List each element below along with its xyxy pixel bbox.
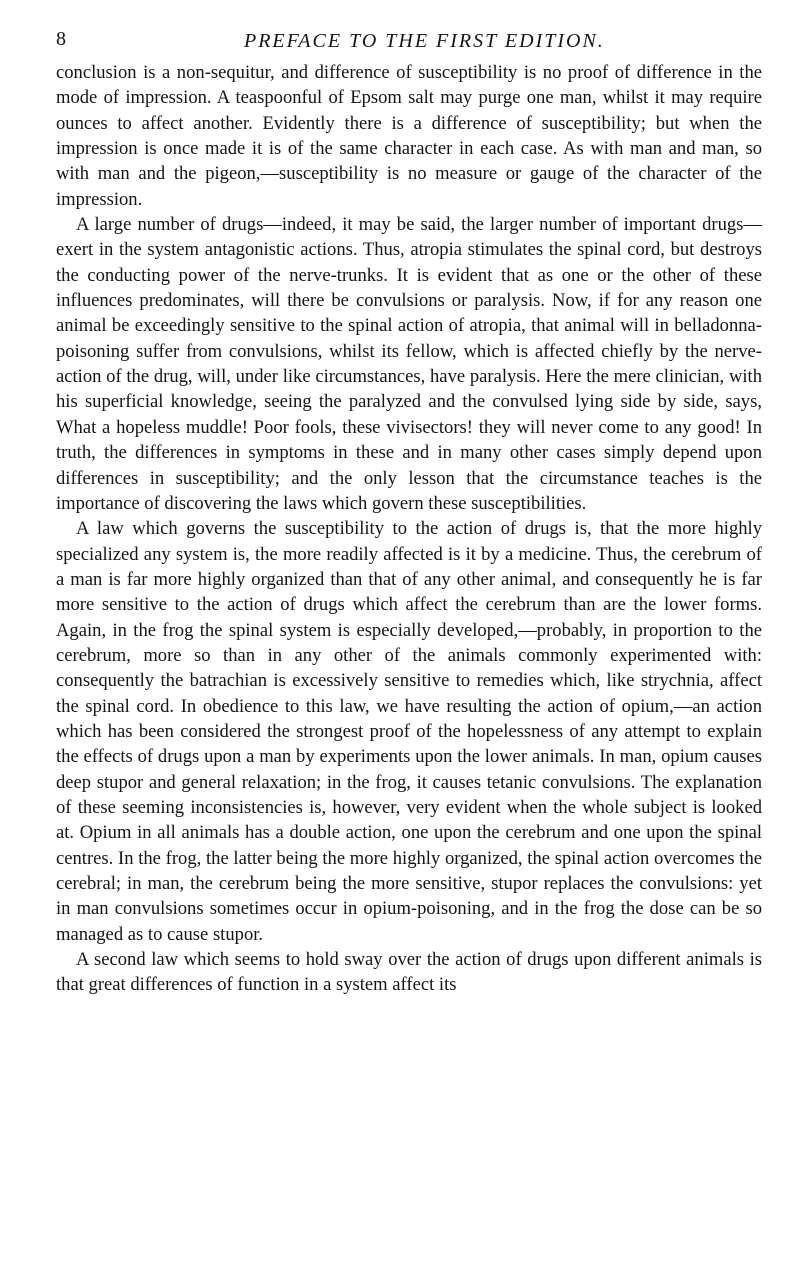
paragraph-3: A law which governs the susceptibility to the action of drugs is, that the more highly specialized any system is, the more readily affected is it by a medicine. Thus, the cerebrum of a man is far more highly organized than that of any other animal, and consequently he is far more sensitive to the action of drugs which affect the cerebrum than are the lower forms. Again, in the frog the spinal system is especially developed,—probably, in proportion to the cerebrum, more so than in any other of the animals commonly experimented with: consequently the batrachian is excessively sensitive to remedies which, like strychnia, affect the spinal cord. In obedience to this law, we have resulting the action of opium,—an action which has been considered the strongest proof of the hopelessness of any attempt to explain the effects of drugs upon a man by experiments upon the lower animals. In man, opium causes deep stupor and general relaxation; in the frog, it causes tetanic convulsions. The explanation of these seeming inconsistencies is, however, very evident when the whole subject is looked at. Opium in all animals has a double action, one upon the cerebrum and one upon the spinal centres. In the frog, the latter being the more highly organized, the spinal action overcomes the cerebral; in man, the cerebrum being the more sensitive, stupor replaces the convulsions: yet in man convulsions sometimes occur in opium-poisoning, and in the frog the dose can be so managed as to cause stupor.: [56, 518, 762, 945]
page-header: [56, 16, 762, 54]
body-text: [56, 60, 762, 998]
running-title: PREFACE TO THE FIRST EDITION.: [244, 30, 605, 52]
book-page: [56, 16, 762, 998]
paragraph-4: A second law which seems to hold sway over the action of drugs upon different animals is that great differences of function in a system affect its: [56, 949, 762, 996]
paragraph-2: A large number of drugs—indeed, it may be said, the larger number of important drugs—exert in the system antagonistic actions. Thus, atropia stimulates the spinal cord, but destroys the conducting power of the nerve-trunks. It is evident that as one or the other of these influences predominates, will there be convulsions or paralysis. Now, if for any reason one animal be exceedingly sensitive to the spinal action of atropia, that animal will in belladonna-poisoning suffer from convulsions, whilst its fellow, which is affected chiefly by the nerve-action of the drug, will, under like circumstances, have paralysis. Here the mere clinician, with his superficial knowledge, seeing the paralyzed and the convulsed lying side by side, says, What a hopeless muddle! Poor fools, these vivisectors! they will never come to any good! In truth, the differences in symptoms in these and in many other cases simply depend upon differences in susceptibility; and the only lesson that the circumstance teaches is the importance of discovering the laws which govern these susceptibilities.: [56, 214, 762, 514]
page-number: 8: [56, 28, 66, 50]
paragraph-1: conclusion is a non-sequitur, and difference of susceptibility is no proof of difference in the mode of impression. A teaspoonful of Epsom salt may purge one man, whilst it may require ounces to affect another. Evidently there is a difference of susceptibility; but when the impression is once made it is of the same character in each case. As with man and man, so with man and the pigeon,—susceptibility is no measure or gauge of the character of the impression.: [56, 62, 762, 210]
